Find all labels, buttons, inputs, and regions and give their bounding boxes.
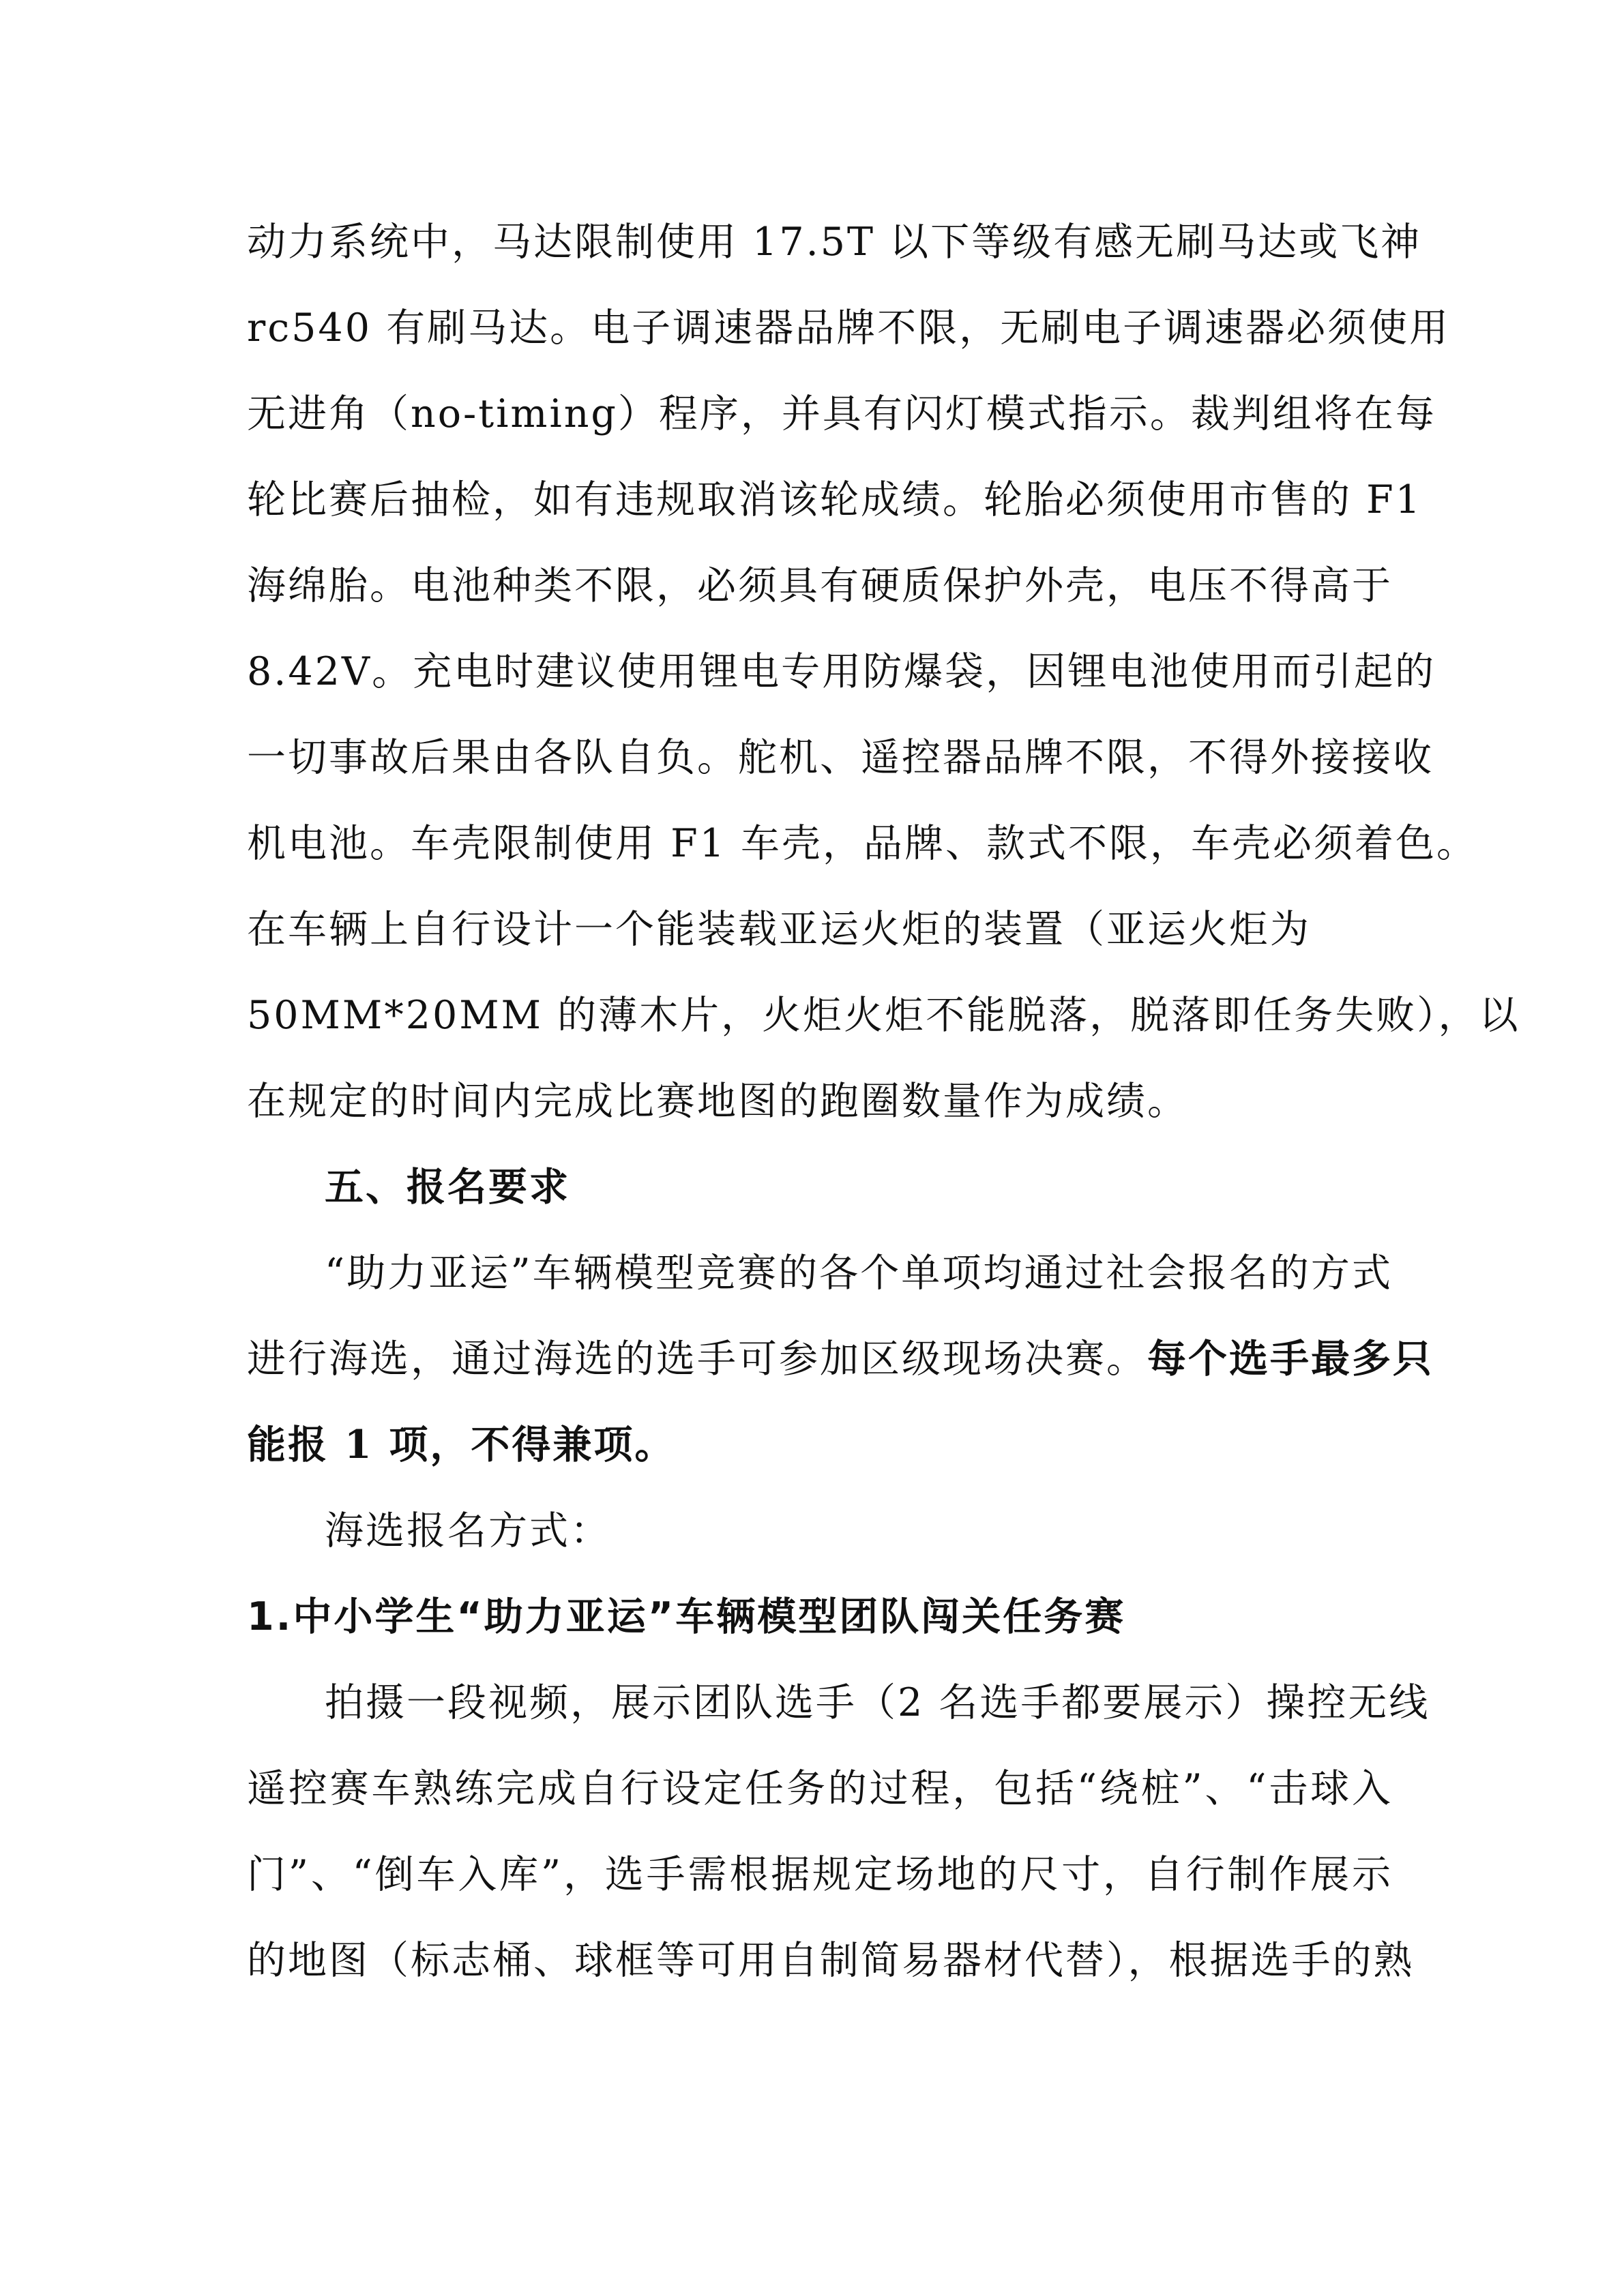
item-1-line-4: 的地图（标志桶、球框等可用自制简易器材代替），根据选手的熟 [247, 1938, 1415, 1983]
registration-line-1: “助力亚运”车辆模型竞赛的各个单项均通过社会报名的方式 [325, 1251, 1393, 1296]
body-line-11: 在规定的时间内完成比赛地图的跑圈数量作为成绩。 [247, 1079, 1188, 1124]
registration-line-3: 能报 1 项，不得兼项。 [247, 1422, 676, 1467]
section-heading: 五、报名要求 [325, 1165, 570, 1210]
item-1-line-2: 遥控赛车熟练完成自行设定任务的过程，包括“绕桩”、“击球入 [247, 1766, 1393, 1811]
body-line-8: 机电池。车壳限制使用 F1 车壳，品牌、款式不限，车壳必须着色。 [247, 821, 1478, 866]
registration-line-2-text: 进行海选，通过海选的选手可参加区级现场决赛。 [247, 1337, 1147, 1382]
item-1-line-1: 拍摄一段视频，展示团队选手（2 名选手都要展示）操控无线 [325, 1680, 1430, 1725]
item-1-line-3: 门”、“倒车入库”，选手需根据规定场地的尺寸，自行制作展示 [247, 1852, 1393, 1897]
body-line-6: 8.42V。充电时建议使用锂电专用防爆袋，因锂电池使用而引起的 [247, 649, 1436, 694]
body-line-1: 动力系统中，马达限制使用 17.5T 以下等级有感无刷马达或飞神 [247, 220, 1422, 265]
body-line-3: 无进角（no-timing）程序，并具有闪灯模式指示。裁判组将在每 [247, 391, 1436, 436]
body-line-10: 50MM*20MM 的薄木片，火炬火炬不能脱落，脱落即任务失败），以 [247, 993, 1520, 1038]
registration-line-2 [247, 1315, 1434, 1403]
body-line-9: 在车辆上自行设计一个能装载亚运火炬的装置（亚运火炬为 [247, 907, 1311, 952]
body-line-5: 海绵胎。电池种类不限，必须具有硬质保护外壳，电压不得高于 [247, 563, 1393, 608]
body-line-7: 一切事故后果由各队自负。舵机、遥控器品牌不限，不得外接接收 [247, 735, 1434, 780]
body-line-4: 轮比赛后抽检，如有违规取消该轮成绩。轮胎必须使用市售的 F1 [247, 477, 1422, 522]
method-label: 海选报名方式： [325, 1508, 611, 1553]
body-line-2: rc540 有刷马达。电子调速器品牌不限，无刷电子调速器必须使用 [247, 305, 1451, 351]
item-1-heading: 1.中小学生“助力亚运”车辆模型团队闯关任务赛 [247, 1594, 1126, 1639]
registration-rule-emphasis: 每个选手最多只 [1147, 1336, 1434, 1382]
